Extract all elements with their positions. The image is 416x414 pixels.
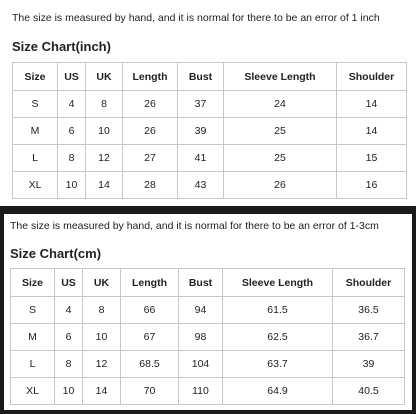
column-header-size: Size: [11, 269, 55, 297]
table-cell: 12: [86, 145, 123, 172]
table-cell: 64.9: [223, 378, 333, 405]
column-header-size: Size: [13, 63, 58, 91]
table-cell: 70: [121, 378, 179, 405]
table-cell: 8: [58, 145, 86, 172]
table-cell: 24: [224, 91, 337, 118]
table-row: [13, 91, 407, 118]
table-cell: 8: [83, 297, 121, 324]
table-cell: 66: [121, 297, 179, 324]
table-cell: 98: [179, 324, 223, 351]
table-cell: 10: [55, 378, 83, 405]
inch-size-chart-title: Size Chart(inch): [12, 39, 111, 54]
column-header-shoulder: Shoulder: [333, 269, 405, 297]
column-header-sleeve-length: Sleeve Length: [224, 63, 337, 91]
table-cell: S: [11, 297, 55, 324]
column-header-us: US: [58, 63, 86, 91]
table-cell: 94: [179, 297, 223, 324]
table-cell: L: [13, 145, 58, 172]
table-cell: 6: [58, 118, 86, 145]
table-cell: 10: [58, 172, 86, 199]
table-cell: 8: [55, 351, 83, 378]
table-cell: 14: [337, 118, 407, 145]
table-cell: 26: [123, 118, 178, 145]
table-row: [13, 145, 407, 172]
table-cell: 27: [123, 145, 178, 172]
table-cell: 63.7: [223, 351, 333, 378]
table-row: [11, 378, 405, 405]
table-cell: 104: [179, 351, 223, 378]
table-row: [11, 297, 405, 324]
table-cell: XL: [11, 378, 55, 405]
table-cell: 4: [58, 91, 86, 118]
table-cell: 68.5: [121, 351, 179, 378]
cm-measurement-note: The size is measured by hand, and it is normal for there to be an error of 1-3cm: [10, 220, 379, 232]
table-cell: 26: [224, 172, 337, 199]
column-header-sleeve-length: Sleeve Length: [223, 269, 333, 297]
cm-size-panel: [4, 214, 412, 410]
table-row: [11, 324, 405, 351]
table-cell: 6: [55, 324, 83, 351]
table-cell: 40.5: [333, 378, 405, 405]
table-cell: 39: [333, 351, 405, 378]
table-cell: 16: [337, 172, 407, 199]
table-cell: 14: [86, 172, 123, 199]
table-cell: 15: [337, 145, 407, 172]
table-cell: XL: [13, 172, 58, 199]
table-cell: 41: [178, 145, 224, 172]
column-header-uk: UK: [83, 269, 121, 297]
table-cell: M: [13, 118, 58, 145]
column-header-uk: UK: [86, 63, 123, 91]
column-header-bust: Bust: [179, 269, 223, 297]
table-cell: 8: [86, 91, 123, 118]
table-row: [11, 351, 405, 378]
table-header-row: [13, 63, 407, 91]
table-cell: 43: [178, 172, 224, 199]
cm-size-table: [10, 268, 405, 405]
table-cell: 25: [224, 145, 337, 172]
column-header-length: Length: [123, 63, 178, 91]
table-cell: 26: [123, 91, 178, 118]
table-cell: S: [13, 91, 58, 118]
table-cell: 10: [86, 118, 123, 145]
column-header-shoulder: Shoulder: [337, 63, 407, 91]
table-cell: 39: [178, 118, 224, 145]
column-header-bust: Bust: [178, 63, 224, 91]
inch-size-table: [12, 62, 407, 199]
table-cell: 10: [83, 324, 121, 351]
table-cell: 61.5: [223, 297, 333, 324]
inch-measurement-note: The size is measured by hand, and it is normal for there to be an error of 1 inch: [12, 12, 380, 24]
table-cell: L: [11, 351, 55, 378]
inch-size-panel: [0, 0, 416, 206]
table-cell: 36.7: [333, 324, 405, 351]
table-cell: 62.5: [223, 324, 333, 351]
table-cell: 14: [337, 91, 407, 118]
table-row: [13, 118, 407, 145]
column-header-us: US: [55, 269, 83, 297]
table-cell: 14: [83, 378, 121, 405]
table-cell: 28: [123, 172, 178, 199]
table-cell: M: [11, 324, 55, 351]
table-cell: 36.5: [333, 297, 405, 324]
table-cell: 37: [178, 91, 224, 118]
table-row: [13, 172, 407, 199]
column-header-length: Length: [121, 269, 179, 297]
table-cell: 12: [83, 351, 121, 378]
table-cell: 110: [179, 378, 223, 405]
cm-size-chart-title: Size Chart(cm): [10, 246, 102, 261]
table-header-row: [11, 269, 405, 297]
table-cell: 4: [55, 297, 83, 324]
table-cell: 67: [121, 324, 179, 351]
table-cell: 25: [224, 118, 337, 145]
